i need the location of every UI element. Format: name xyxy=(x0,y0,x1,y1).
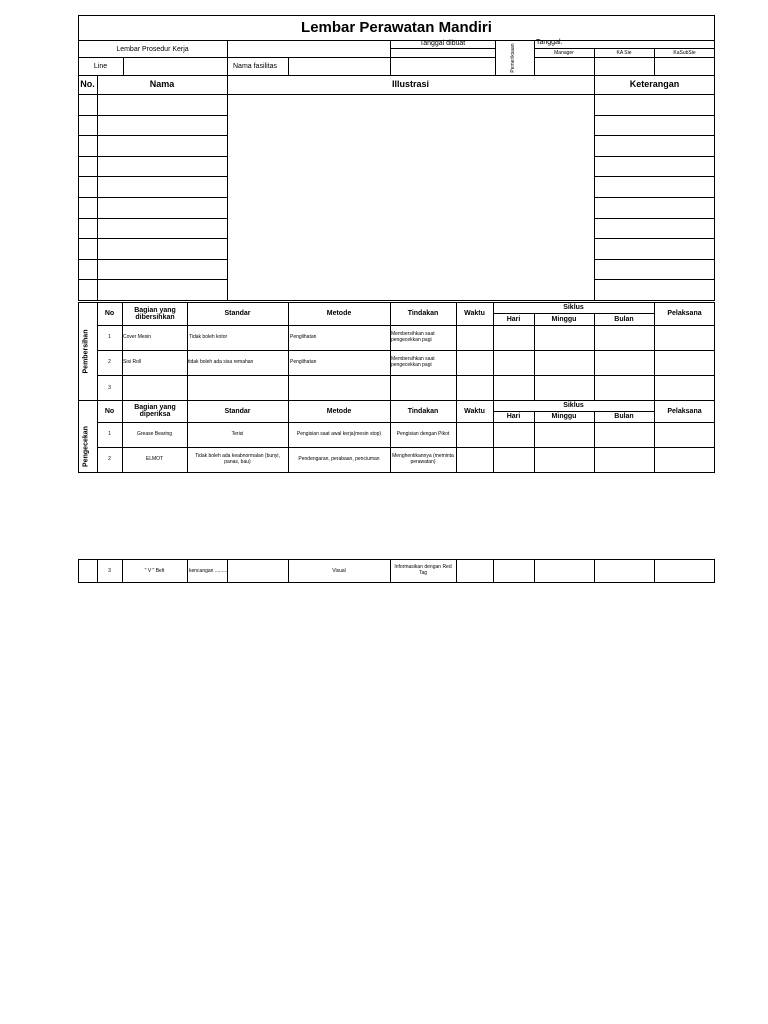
pb-row2-tindakan: Membersihkan saat pengecekkan pagi xyxy=(391,355,435,368)
pb-row1-bagian: Cover Mesin xyxy=(123,334,152,340)
pb-row2-bagian: Sisi Roll xyxy=(123,359,142,365)
col-keterangan-header: Keterangan xyxy=(629,79,680,89)
pb-row1-standar: Tidak boleh kotor xyxy=(189,334,228,340)
pb-row1-no: 1 xyxy=(108,334,111,340)
table-row-divider xyxy=(78,259,228,260)
cont-row-metode: Visual xyxy=(332,567,346,574)
pc-header-no: No xyxy=(104,407,115,415)
table-row-divider xyxy=(594,135,715,136)
table-row-divider xyxy=(78,176,228,177)
pemeriksa-label: Pemeriksaan xyxy=(510,43,516,73)
line-label: Line xyxy=(93,62,108,70)
pb-row2-no: 2 xyxy=(108,359,111,365)
table-row-divider xyxy=(78,218,228,219)
pb-header-minggu: Minggu xyxy=(551,315,577,323)
table-row-divider xyxy=(594,238,715,239)
ka-sie-label: KA Sie xyxy=(616,49,632,56)
pc-header-hari: Hari xyxy=(506,413,521,420)
kasubsie-label: KaSubSie xyxy=(673,49,696,56)
pc-row1-bagian: Grease Bearing xyxy=(136,431,173,437)
pc-header-pelaksana: Pelaksana xyxy=(667,407,702,415)
pb-header-waktu: Waktu xyxy=(464,310,485,317)
table-row-divider xyxy=(78,135,228,136)
table-row-divider xyxy=(78,279,228,280)
pb-header-pelaksana: Pelaksana xyxy=(667,310,702,317)
table-row-divider xyxy=(78,156,228,157)
pc-header-metode: Metode xyxy=(326,407,352,415)
cont-row-bagian: " V " Belt xyxy=(144,567,165,574)
pb-header-siklus: Siklus xyxy=(563,304,584,311)
tanggal-dibuat-label: Tanggal dibuat xyxy=(419,39,466,47)
col-nama-header: Nama xyxy=(149,79,175,89)
pb-row1-metode: Penglihatan xyxy=(290,334,317,340)
pb-row3-no: 3 xyxy=(108,384,111,391)
pb-row1-tindakan: Membersihkan saat pengecekkan pagi xyxy=(391,330,435,343)
pc-header-minggu: Minggu xyxy=(551,413,577,420)
pb-header-bagian: Bagian yang dibersihkan xyxy=(134,306,176,321)
cont-row-standar: kencangan ......... xyxy=(189,567,228,574)
pc-row2-metode: Pendengaran, perabaan, penciuman xyxy=(298,456,380,462)
pembersihan-side-label: Pembersihan xyxy=(82,329,90,374)
pb-row2-metode: Penglihatan xyxy=(290,359,317,365)
table-row-divider xyxy=(594,279,715,280)
pc-header-standar: Standar xyxy=(224,407,251,415)
table-row-divider xyxy=(594,176,715,177)
table-row-divider xyxy=(594,156,715,157)
table-row-divider xyxy=(78,115,228,116)
pc-header-tindakan: Tindakan xyxy=(407,407,439,415)
pb-header-tindakan: Tindakan xyxy=(407,310,439,317)
pc-row2-tindakan: Menghentikannya (meminta perawatan) xyxy=(392,452,454,465)
pc-header-bulan: Bulan xyxy=(614,413,634,420)
pb-header-standar: Standar xyxy=(224,310,251,317)
col-no-header: No. xyxy=(80,79,95,89)
pc-header-siklus: Siklus xyxy=(563,402,584,409)
pb-header-bulan: Bulan xyxy=(614,315,634,323)
tanggal-label: Tanggal: xyxy=(536,39,563,46)
table-row-divider xyxy=(78,238,228,239)
form-title: Lembar Perawatan Mandiri xyxy=(301,19,492,36)
pc-row2-bagian: ELMOT xyxy=(145,456,164,462)
pc-row2-no: 2 xyxy=(108,456,111,462)
pc-row2-standar: Tidak boleh ada keabnormalan (bunyi, panas, bau) xyxy=(195,452,280,465)
table-row-divider xyxy=(78,197,228,198)
pb-row2-standar: tidak boleh ada sisa remahan xyxy=(188,359,254,365)
nama-fasilitas-label: Nama fasilitas xyxy=(233,62,277,70)
table-row-divider xyxy=(594,197,715,198)
lembar-prosedur-label: Lembar Prosedur Kerja xyxy=(116,45,189,53)
pc-row1-metode: Pengisian saat awal kerja(mesin stop) xyxy=(296,431,382,437)
cont-row-no: 3 xyxy=(108,567,111,574)
table-row-divider xyxy=(594,259,715,260)
col-illustrasi-header: Illustrasi xyxy=(391,79,429,89)
cont-row-tindakan: Informasikan dengan Red Tag xyxy=(394,564,452,576)
table-row-divider xyxy=(594,218,715,219)
pc-row1-no: 1 xyxy=(108,431,111,437)
manager-label: Manager xyxy=(554,49,574,56)
pb-header-no: No xyxy=(104,310,115,317)
pb-header-metode: Metode xyxy=(326,310,352,317)
table-row-divider xyxy=(594,115,715,116)
pc-header-bagian: Bagian yang diperiksa xyxy=(134,404,176,418)
pb-header-hari: Hari xyxy=(506,315,521,323)
pc-row1-tindakan: Pengisian dengan Pikot xyxy=(396,431,450,437)
pc-header-waktu: Waktu xyxy=(464,407,485,415)
pengecekan-side-label: Pengecekan xyxy=(82,426,90,467)
pc-row1-standar: Terisi xyxy=(231,431,244,437)
